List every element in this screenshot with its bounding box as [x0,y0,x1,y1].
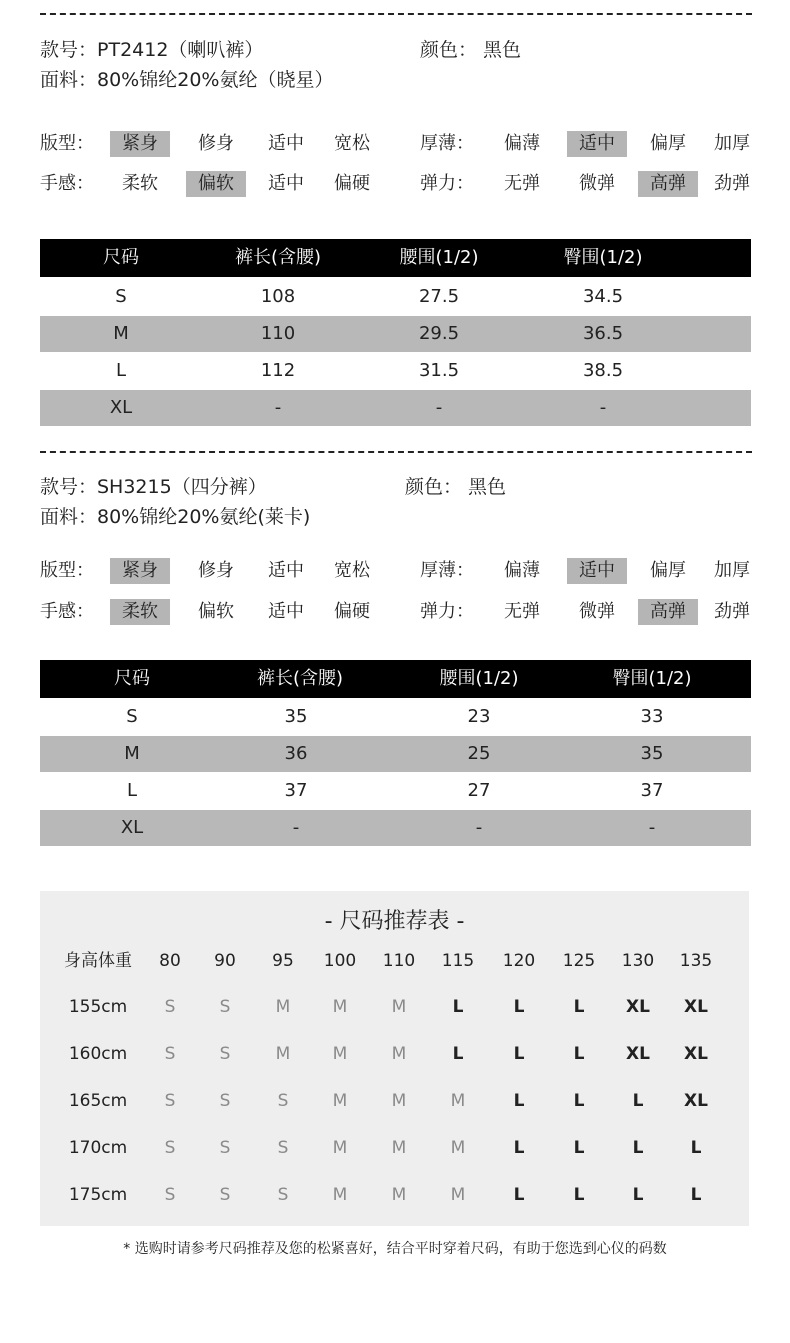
product1-table-cell: 29.5 [418,323,460,344]
p2-fabric: 面料：80%锦纶20%氨纶(莱卡) [40,506,311,528]
size-recommendation-cell: S [277,1091,289,1111]
product2-table-cell: 36 [284,743,308,764]
product2-table-row [40,736,751,772]
product2-thick-label: 厚薄： [420,560,474,581]
size-recommendation-cell: S [164,1185,176,1205]
product1-thick-option: 偏薄 [504,133,540,154]
product1-feel-label: 手感： [40,173,94,194]
weight-header: 95 [272,951,294,971]
product2-feel-option: 柔软 [122,601,158,622]
product2-thick-option: 偏薄 [504,560,540,581]
height-label: 165cm [68,1091,128,1111]
p1-style-no: 款号：PT2412（喇叭裤） [40,39,264,61]
weight-header: 100 [323,951,357,971]
product1-table-cell: 110 [260,323,296,344]
product2-table-cell: - [292,817,300,838]
weight-header: 120 [502,951,536,971]
p1-header-waist: 腰围(1/2) [399,247,479,268]
product2-table-row [40,773,751,809]
height-label: 175cm [68,1185,128,1205]
p2-header-waist: 腰围(1/2) [439,668,519,689]
p1-header-size: 尺码 [103,247,139,268]
size-recommendation-cell: M [391,1138,407,1158]
recommendation-title: - 尺码推荐表 - [324,909,465,934]
product1-feel-option: 偏硬 [334,173,370,194]
p1-fabric: 面料：80%锦纶20%氨纶（晓星） [40,69,334,91]
product2-table-cell: - [475,817,483,838]
product2-table-cell: 27 [467,780,491,801]
size-recommendation-cell: L [513,997,525,1017]
p1-color: 颜色： 黑色 [420,39,522,61]
product2-fit-option: 修身 [198,560,234,581]
product2-stretch-option: 微弹 [579,601,615,622]
product1-thick-option: 适中 [579,133,615,154]
product1-stretch-label: 弹力： [420,173,474,194]
size-recommendation-cell: XL [626,997,650,1017]
product2-table-cell: 37 [640,780,664,801]
product2-fit-option: 紧身 [122,560,158,581]
p2-style-no: 款号：SH3215（四分裤） [40,476,267,498]
footnote: * 选购时请参考尺码推荐及您的松紧喜好，结合平时穿着尺码，有助于您选到心仪的码数 [123,1241,667,1257]
product1-table-row [40,316,751,352]
size-recommendation-cell: M [450,1138,466,1158]
product2-table-cell: 25 [467,743,491,764]
product2-feel-label: 手感： [40,601,94,622]
product1-table-row [40,279,751,315]
product2-table-cell: - [648,817,656,838]
weight-header: 110 [382,951,416,971]
size-recommendation-cell: M [275,1044,291,1064]
product1-fit-option: 适中 [268,133,304,154]
size-recommendation-cell: L [452,1044,464,1064]
product1-fit-option: 紧身 [122,133,158,154]
product2-table-cell: 35 [284,706,308,727]
product1-stretch-option: 劲弹 [714,173,750,194]
product1-feel-option: 偏软 [198,173,234,194]
product1-table-cell: - [599,397,607,418]
size-recommendation-cell: L [632,1091,644,1111]
size-recommendation-cell: M [332,1091,348,1111]
size-recommendation-cell: S [164,1138,176,1158]
size-recommendation-cell: S [277,1185,289,1205]
size-recommendation-cell: M [450,1091,466,1111]
product1-stretch-option: 无弹 [504,173,540,194]
product1-table-cell: 112 [260,360,296,381]
product2-stretch-option: 无弹 [504,601,540,622]
product2-stretch-option: 高弹 [650,601,686,622]
product1-table-cell: M [113,323,129,344]
size-recommendation-cell: S [219,1185,231,1205]
product2-thick-option: 偏厚 [650,560,686,581]
product2-table-cell: M [124,743,140,764]
product1-table-cell: 27.5 [418,286,460,307]
p1-header-length: 裤长(含腰) [234,247,322,268]
product2-feel-option: 适中 [268,601,304,622]
height-label: 160cm [68,1044,128,1064]
product2-feel-option: 偏软 [198,601,234,622]
product2-table-cell: XL [120,817,144,838]
product2-stretch-label: 弹力： [420,601,474,622]
product2-table-row [40,699,751,735]
weight-header: 80 [159,951,181,971]
size-recommendation-cell: S [219,1091,231,1111]
size-recommendation-cell: S [164,1091,176,1111]
product1-table-cell: 108 [260,286,296,307]
p2-header-size: 尺码 [114,668,150,689]
product2-fit-option: 宽松 [334,560,370,581]
size-recommendation-cell: L [573,1091,585,1111]
p1-header-hip: 臀围(1/2) [563,247,643,268]
weight-header: 125 [562,951,596,971]
p2-table-header [40,660,751,698]
product1-stretch-option: 高弹 [650,173,686,194]
product1-thick-option: 偏厚 [650,133,686,154]
product1-table-cell: S [115,286,127,307]
size-recommendation-cell: L [690,1138,702,1158]
size-recommendation-cell: S [219,1138,231,1158]
product2-fit-option: 适中 [268,560,304,581]
product1-stretch-option: 微弹 [579,173,615,194]
size-recommendation-cell: L [452,997,464,1017]
size-recommendation-cell: S [219,997,231,1017]
product2-table-cell: 23 [467,706,491,727]
size-recommendation-cell: L [513,1044,525,1064]
product1-feel-option: 柔软 [122,173,158,194]
size-recommendation-cell: L [573,997,585,1017]
height-label: 155cm [68,997,128,1017]
product2-fit-label: 版型： [40,560,94,581]
p1-table-header [40,239,751,277]
size-recommendation-cell: M [391,1044,407,1064]
size-recommendation-cell: XL [684,997,708,1017]
size-recommendation-cell: M [391,997,407,1017]
product2-stretch-option: 劲弹 [714,601,750,622]
size-recommendation-cell: M [332,1044,348,1064]
size-recommendation-cell: M [332,1138,348,1158]
product2-table-row [40,810,751,846]
product1-table-cell: 38.5 [582,360,624,381]
size-recommendation-cell: L [573,1185,585,1205]
weight-header: 135 [679,951,713,971]
product2-table-cell: 37 [284,780,308,801]
product1-table-cell: 31.5 [418,360,460,381]
product1-thick-label: 厚薄： [420,133,474,154]
size-recommendation-cell: L [513,1185,525,1205]
product2-table-cell: 35 [640,743,664,764]
product1-table-cell: L [115,360,127,381]
product1-table-row [40,390,751,426]
weight-header: 115 [441,951,475,971]
size-recommendation-cell: L [573,1138,585,1158]
size-recommendation-cell: M [391,1185,407,1205]
product2-thick-option: 适中 [579,560,615,581]
divider-middle [40,451,752,453]
size-recommendation-cell: XL [684,1044,708,1064]
size-recommendation-cell: XL [684,1091,708,1111]
product2-table-cell: S [126,706,138,727]
size-recommendation-cell: M [275,997,291,1017]
product1-fit-option: 修身 [198,133,234,154]
product1-feel-option: 适中 [268,173,304,194]
p2-color: 颜色： 黑色 [405,476,507,498]
size-recommendation-cell: L [690,1185,702,1205]
size-recommendation-cell: XL [626,1044,650,1064]
p2-header-hip: 臀围(1/2) [612,668,692,689]
product2-table-cell: L [126,780,138,801]
size-recommendation-cell: S [277,1138,289,1158]
size-recommendation-cell: S [164,997,176,1017]
product1-fit-option: 宽松 [334,133,370,154]
product1-table-row [40,353,751,389]
p2-header-length: 裤长(含腰) [256,668,344,689]
size-recommendation-cell: S [219,1044,231,1064]
product1-table-cell: XL [109,397,133,418]
size-recommendation-cell: L [513,1138,525,1158]
product1-table-cell: 36.5 [582,323,624,344]
size-recommendation-cell: M [391,1091,407,1111]
height-label: 170cm [68,1138,128,1158]
weight-header: 90 [214,951,236,971]
recommendation-corner-label: 身高体重 [64,951,132,971]
product2-table-cell: 33 [640,706,664,727]
size-recommendation-cell: L [573,1044,585,1064]
weight-header: 130 [621,951,655,971]
size-recommendation-cell: M [332,997,348,1017]
product2-thick-option: 加厚 [714,560,750,581]
size-recommendation-cell: L [632,1138,644,1158]
size-recommendation-cell: S [164,1044,176,1064]
size-recommendation-cell: L [632,1185,644,1205]
divider-top [40,13,752,15]
size-recommendation-cell: M [450,1185,466,1205]
product1-fit-label: 版型： [40,133,94,154]
size-recommendation-cell: M [332,1185,348,1205]
size-recommendation-cell: L [513,1091,525,1111]
size-recommendation-panel [40,891,749,1226]
product1-table-cell: 34.5 [582,286,624,307]
product1-thick-option: 加厚 [714,133,750,154]
product1-table-cell: - [435,397,443,418]
product1-table-cell: - [274,397,282,418]
product2-feel-option: 偏硬 [334,601,370,622]
